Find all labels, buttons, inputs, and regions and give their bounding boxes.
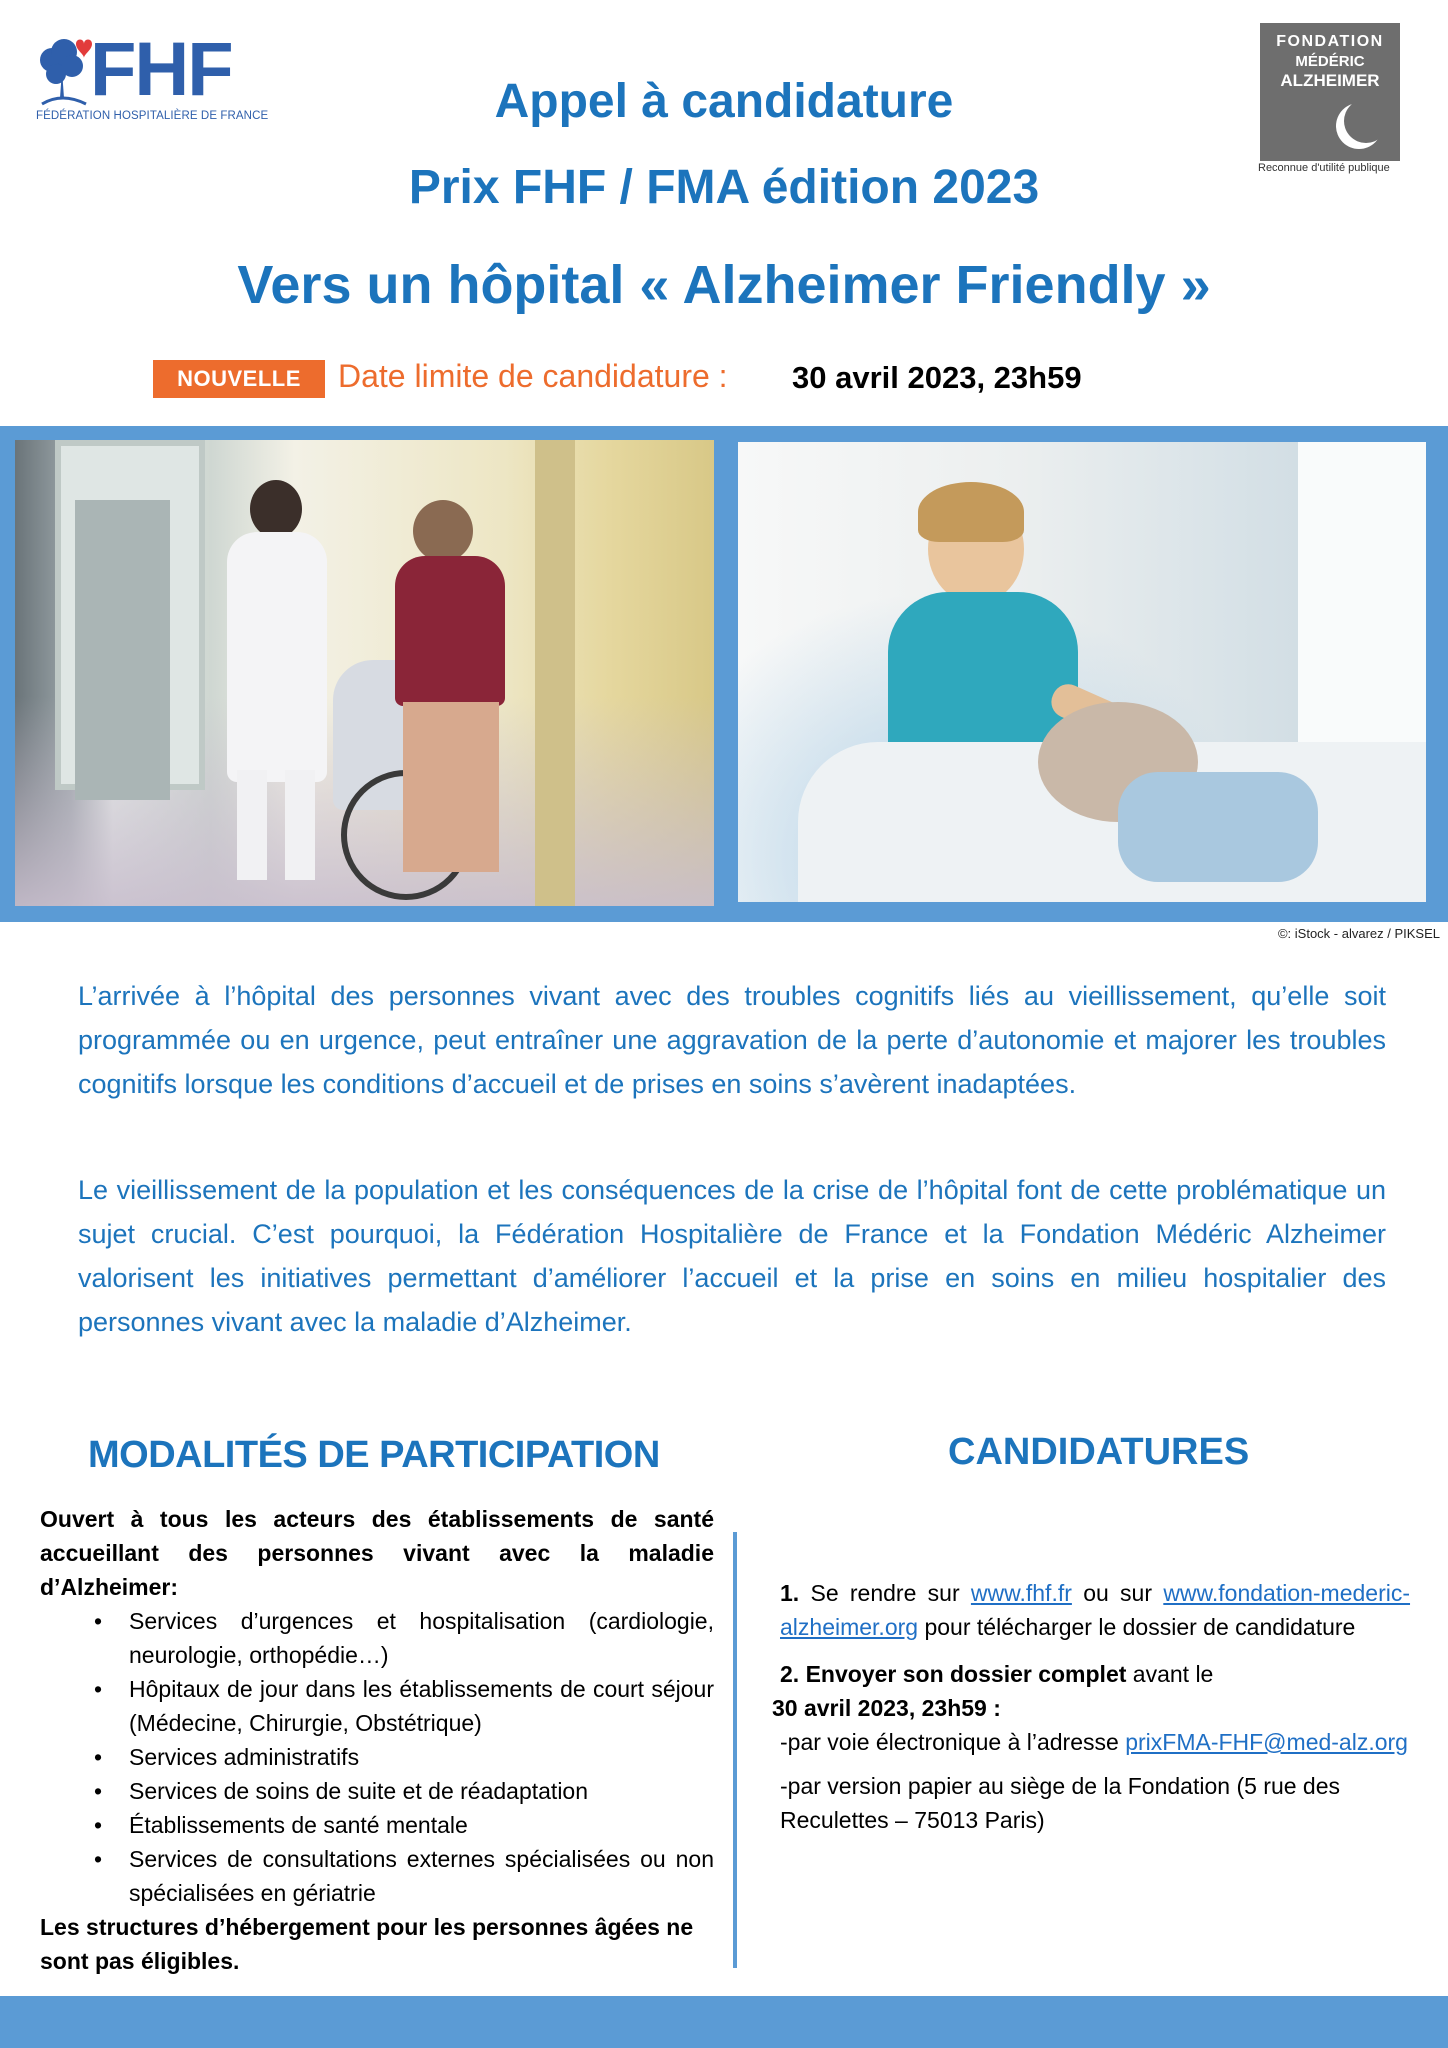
theme-title: Vers un hôpital « Alzheimer Friendly »: [237, 255, 1211, 315]
bullet-icon: •: [94, 1778, 103, 1804]
hospital-corridor-photo: [15, 440, 714, 906]
step-2-date: 30 avril 2023, 23h59 :: [772, 1695, 1001, 1721]
list-item: [88, 1672, 714, 1740]
exclusion-note: Les structures d’hébergement pour les personnes âgées ne sont pas éligibles.: [40, 1914, 694, 1974]
intro-paragraph-1: L’arrivée à l’hôpital des personnes vivant avec des troubles cognitifs liés au vieillissement, qu’elle soit programmée ou en urgence, peut entraîner une aggravation de la perte d’autonomie et majorer les troubles cognitifs lorsque les conditions d’accueil et de prises en soins s’avèrent inadaptées.: [78, 981, 1386, 1099]
list-item-text: Services d’urgences et hospitalisation (cardiologie, neurologie, orthopédie…): [129, 1608, 714, 1668]
list-item-text: Services de soins de suite et de réadaptation: [129, 1778, 589, 1804]
step-1: [780, 1576, 1410, 1644]
list-item-text: Services de consultations externes spécialisées ou non spécialisées en gériatrie: [129, 1846, 714, 1906]
list-item-text: Établissements de santé mentale: [129, 1812, 468, 1838]
list-item: [88, 1740, 714, 1774]
column-divider: [733, 1532, 737, 1968]
list-item: [88, 1842, 714, 1910]
fma-website-link[interactable]: www.fondation-mederic-alzheimer.org: [780, 1580, 1411, 1640]
intro-paragraph-2: Le vieillissement de la population et les conséquences de la crise de l’hôpital font de cette problématique un sujet crucial. C’est pourquoi, la Fédération Hospitalière de France et la Fondation Médéric Alzheimer valorisent les initiatives permettant d’améliorer l’accueil et la prise en soins en milieu hospitalier des personnes vivant avec la maladie d’Alzheimer.: [78, 1175, 1386, 1337]
participation-intro: Ouvert à tous les acteurs des établissements de santé accueillant des personnes vivant avec la maladie d’Alzheimer:: [40, 1506, 714, 1600]
candidatures-heading: CANDIDATURES: [948, 1431, 1250, 1473]
step-2-post-line: -par version papier au siège de la Fondation (5 rue des Reculettes – 75013 Paris): [780, 1773, 1341, 1833]
step-2-text: avant le: [1132, 1661, 1214, 1687]
fhf-logo-subtitle: FÉDÉRATION HOSPITALIÈRE DE FRANCE: [36, 110, 269, 122]
bullet-icon: •: [94, 1812, 103, 1838]
step-2-bold: 2. Envoyer son dossier complet: [780, 1661, 1127, 1687]
footer-band: [0, 1996, 1448, 2048]
step-1-number: 1.: [780, 1580, 800, 1606]
participation-list: [88, 1604, 714, 1910]
participation-heading: MODALITÉS DE PARTICIPATION: [88, 1434, 660, 1476]
list-item-text: Hôpitaux de jour dans les établissements de court séjour (Médecine, Chirurgie, Obstétrique): [129, 1676, 714, 1736]
candidatures-content: [772, 1576, 1411, 1837]
step-1-text-a: Se rendre sur: [810, 1580, 960, 1606]
step-2-email-line: [780, 1725, 1410, 1759]
fhf-logo-letters: FHF: [90, 27, 232, 112]
list-item-text: Services administratifs: [129, 1744, 360, 1770]
list-item: [88, 1604, 714, 1672]
new-badge: NOUVELLE: [153, 360, 325, 398]
fma-logo-line2: MÉDÉRIC: [1295, 53, 1365, 70]
photo-credit: ©: iStock - alvarez / PIKSEL: [1277, 926, 1440, 941]
fma-tagline: Reconnue d'utilité publique: [1258, 162, 1390, 174]
step-2: [780, 1657, 1410, 1691]
nurse-patient-photo: [738, 442, 1426, 902]
bullet-icon: •: [94, 1676, 103, 1702]
email-link[interactable]: prixFMA-FHF@med-alz.org: [1125, 1729, 1408, 1755]
fhf-website-link[interactable]: www.fhf.fr: [970, 1580, 1072, 1606]
deadline-value: 30 avril 2023, 23h59: [792, 360, 1082, 395]
bullet-icon: •: [94, 1608, 103, 1634]
fma-logo-line1: FONDATION: [1276, 33, 1384, 50]
step-2-email-prefix: -par voie électronique à l’adresse: [780, 1729, 1119, 1755]
fma-logo-line3: ALZHEIMER: [1280, 71, 1380, 90]
bullet-icon: •: [94, 1744, 103, 1770]
deadline-label: Date limite de candidature :: [338, 358, 728, 394]
step-1-text-b: ou sur: [1083, 1580, 1153, 1606]
page-title: Appel à candidature: [494, 75, 954, 128]
list-item: [88, 1808, 714, 1842]
photo-frame: [0, 426, 1448, 922]
list-item: [88, 1774, 714, 1808]
bullet-icon: •: [94, 1846, 103, 1872]
page-subtitle: Prix FHF / FMA édition 2023: [408, 161, 1040, 214]
step-1-text-c: pour télécharger le dossier de candidature: [924, 1614, 1356, 1640]
